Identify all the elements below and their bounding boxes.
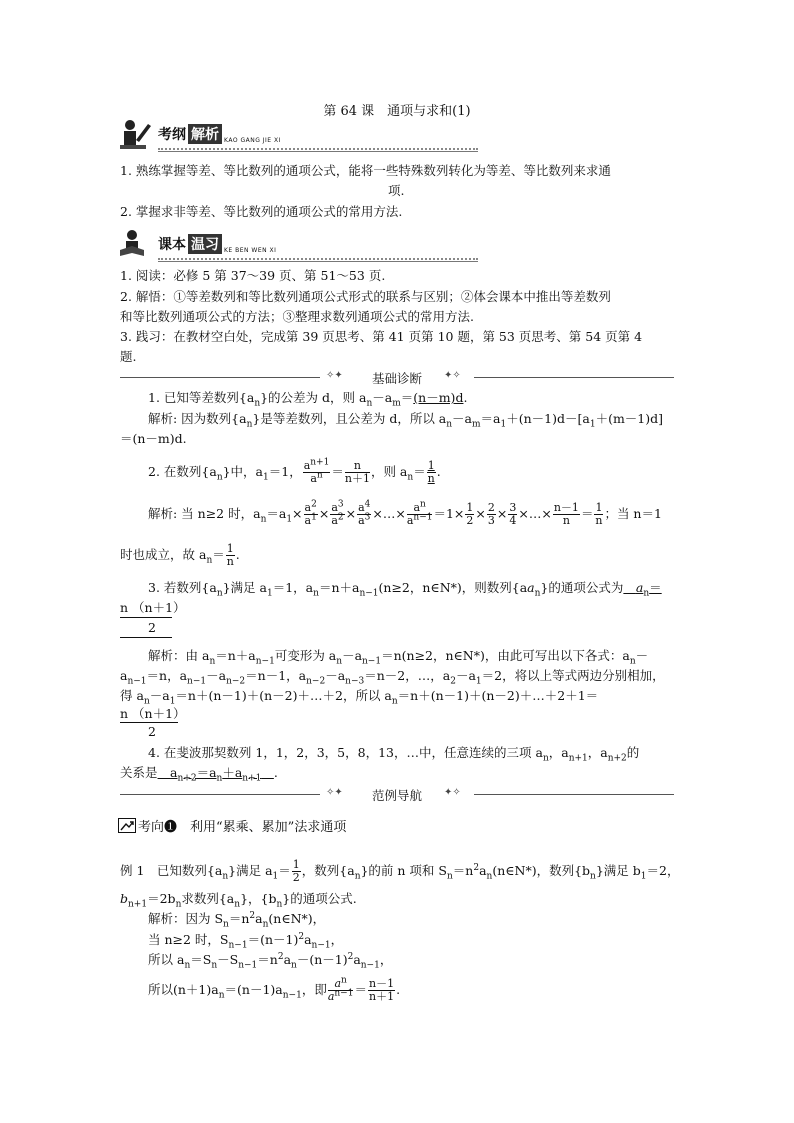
q4-stem: 4. 在斐波那契数列 1，1，2，3，5，8，13，…中，任意连续的三项 $a_n$，$a_{n+1}$，$a_{n+2}$的 — [148, 745, 640, 764]
banner-rule-solid — [158, 261, 478, 262]
banner-rule — [158, 258, 478, 260]
guide-marker: 考向❶ — [138, 820, 178, 835]
q2-answer: $\frac{1}{n}$ — [427, 459, 435, 485]
outline-banner — [118, 118, 678, 154]
review-line-1: 1. 阅读：必修 5 第 37～39 页、第 51～53 页. — [120, 268, 386, 283]
review-line-5: 题. — [120, 349, 137, 364]
section-divider-examples — [120, 786, 674, 802]
banner-rule — [158, 148, 478, 150]
q3-answer-head: $a_n=$ — [635, 580, 662, 599]
banner-rule-solid — [158, 151, 478, 152]
ornament-icon: ✧✦ — [326, 787, 343, 798]
outline-line-3: 2. 掌握求非等差、等比数列的通项公式的常用方法. — [120, 204, 403, 219]
review-line-4: 3. 践习：在教材空白处，完成第 39 页思考、第 41 页第 10 题，第 53 页思考、第 54 页第 4 — [120, 329, 643, 344]
outline-line-2: 项. — [388, 183, 405, 198]
q1-solution-1: 解析: 因为数列$\{a_n\}$是等差数列，且公差为 d，所以 $a_n-a_m=a_1+(n-1)d-[a_1+(m-1)d]$ — [148, 411, 664, 430]
q1-answer: (n－m)d — [413, 390, 464, 405]
ornament-icon: ✦✧ — [444, 370, 461, 381]
q3-solution-2: $a_{n-1}=n$，$a_{n-1}-a_{n-2}=n-1$，$a_{n-2}-a_{n-3}=n-2$，…，$a_2-a_1=2$，将以上等式两边分别相加， — [120, 668, 665, 687]
q3-answer-den: 2 — [148, 620, 156, 635]
banner-pinyin: KAO GANG JIE XI — [224, 137, 281, 144]
ornament-icon: ✦✧ — [444, 787, 461, 798]
q2-solution-1: 解析: 当 n≥2 时，$a_n=a_1\times$ $\frac{a^2}{a^1}$ × $\frac{a^3}{a^2}$ × $\frac{a^4}{a^3}$ ×…× $\frac{a^n}{a^{n-1}}$ ＝1× $\frac{1}{2}$ × $\frac{2}{3}$ × $\frac{3}{4}$ ×…× $\frac{n-1}{n}$ ＝ $\frac{1}{n}$ ；当 n＝1 — [148, 499, 662, 527]
guide-heading — [118, 816, 346, 835]
q2-stem: 2. 在数列$\{a_n\}$中，$a_1=1$， $\frac{a^{n+1}}{a^n}$ ＝ $\frac{n}{n+1}$ ，则 $a_n=$ $\frac{1}{n}$ . — [148, 457, 441, 485]
q1-solution-2: ＝(n－m)d. — [120, 431, 187, 446]
q2-solution-2: 时也成立，故 $a_n=$ $\frac{1}{n}$ . — [120, 542, 240, 568]
q3-solution-3: 得 $a_n-a_1=n+(n-1)+(n-2)+\dots+2$，所以 $a_n=n+(n-1)+(n-2)+\dots+2+1=$ — [120, 688, 599, 707]
lesson-title: 第 64 课 通项与求和(1) — [323, 104, 471, 119]
q3-solution-1: 解析：由 $a_n=n+a_{n-1}$可变形为 $a_n-a_{n-1}=n(n\ge 2$，n∈N*)，由此可写出以下各式：$a_n-$ — [148, 648, 649, 667]
example-1-line-1: 例 1 已知数列$\{a_n\}$满足 $a_1=$ $\frac{1}{2}$ ，数列$\{a_n\}$的前 n 项和 $S_n=n^2a_n(n\in N*)$，数列$\{b_n\}$满足 $b_1=2$， — [120, 858, 680, 884]
example-1-solution-2: 当 n≥2 时，$S_{n-1}=(n-1)^2a_{n-1}$， — [148, 931, 344, 951]
outline-line-1: 1. 熟练掌握等差、等比数列的通项公式，能将一些特殊数列转化为等差、等比数列来求通 — [120, 163, 611, 178]
banner-boxed-label: 解析 — [188, 124, 222, 144]
section-title: 范例导航 — [371, 788, 422, 803]
banner-boxed-label: 温习 — [188, 234, 222, 254]
guide-text: 利用“累乘、累加”法求通项 — [190, 820, 347, 835]
q3-answer-num: n （n＋1） — [120, 600, 186, 615]
q3-solution-den: 2 — [148, 724, 156, 739]
q1-stem: 1. 已知等差数列$\{a_n\}$的公差为 d，则 $a_n-a_m=(n-m)d$. — [148, 390, 468, 409]
q4-stem-2: 关系是 $a_{n+2}=a_n+a_{n+1}$ . — [120, 765, 278, 784]
section-divider-basics — [120, 369, 674, 385]
banner-prefix: 考纲 — [158, 127, 186, 143]
review-banner — [118, 228, 678, 264]
example-1-line-2: $b_{n+1}=2b_n$求数列$\{a_n\}$，$\{b_n\}$的通项公式. — [120, 891, 357, 910]
example-1-solution-3: 所以 $a_n=S_n-S_{n-1}=n^2a_n-(n-1)^2a_{n-1}$， — [148, 951, 393, 971]
reading-figure-icon — [118, 228, 154, 262]
q4-answer: $a_{n+2}=a_n+a_{n+1}$ — [170, 765, 262, 784]
banner-pinyin: KE BEN WEN XI — [224, 247, 277, 254]
example-1-solution-1: 解析：因为 $S_n=n^2a_n(n\in N*)$， — [148, 910, 326, 930]
ornament-icon: ✧✦ — [326, 370, 343, 381]
banner-prefix: 课本 — [158, 237, 186, 253]
q3-stem: 3. 若数列$\{a_n\}$满足 $a_1=1$，$a_n=n+a_{n-1}(n\ge 2$，n∈N*)，则数列$\{aa_n\}$的通项公式为 $a_n=$ — [148, 580, 662, 599]
section-title: 基础诊断 — [371, 371, 422, 386]
example-1-solution-4: 所以$(n+1)a_n=(n-1)a_{n-1}$，即 $\frac{a^n}{a^{n-1}}$ ＝ $\frac{n-1}{n+1}$ . — [148, 975, 401, 1003]
trend-arrow-icon — [118, 818, 136, 833]
review-line-2: 2. 解悟：①等差数列和等比数列通项公式形式的联系与区别；②体会课本中推出等差数列 — [120, 289, 611, 304]
studying-figure-icon — [118, 118, 154, 152]
q3-solution-num: n （n＋1） — [120, 706, 186, 721]
review-line-3: 和等比数列通项公式的方法；③整理求数列通项公式的常用方法. — [120, 309, 474, 324]
